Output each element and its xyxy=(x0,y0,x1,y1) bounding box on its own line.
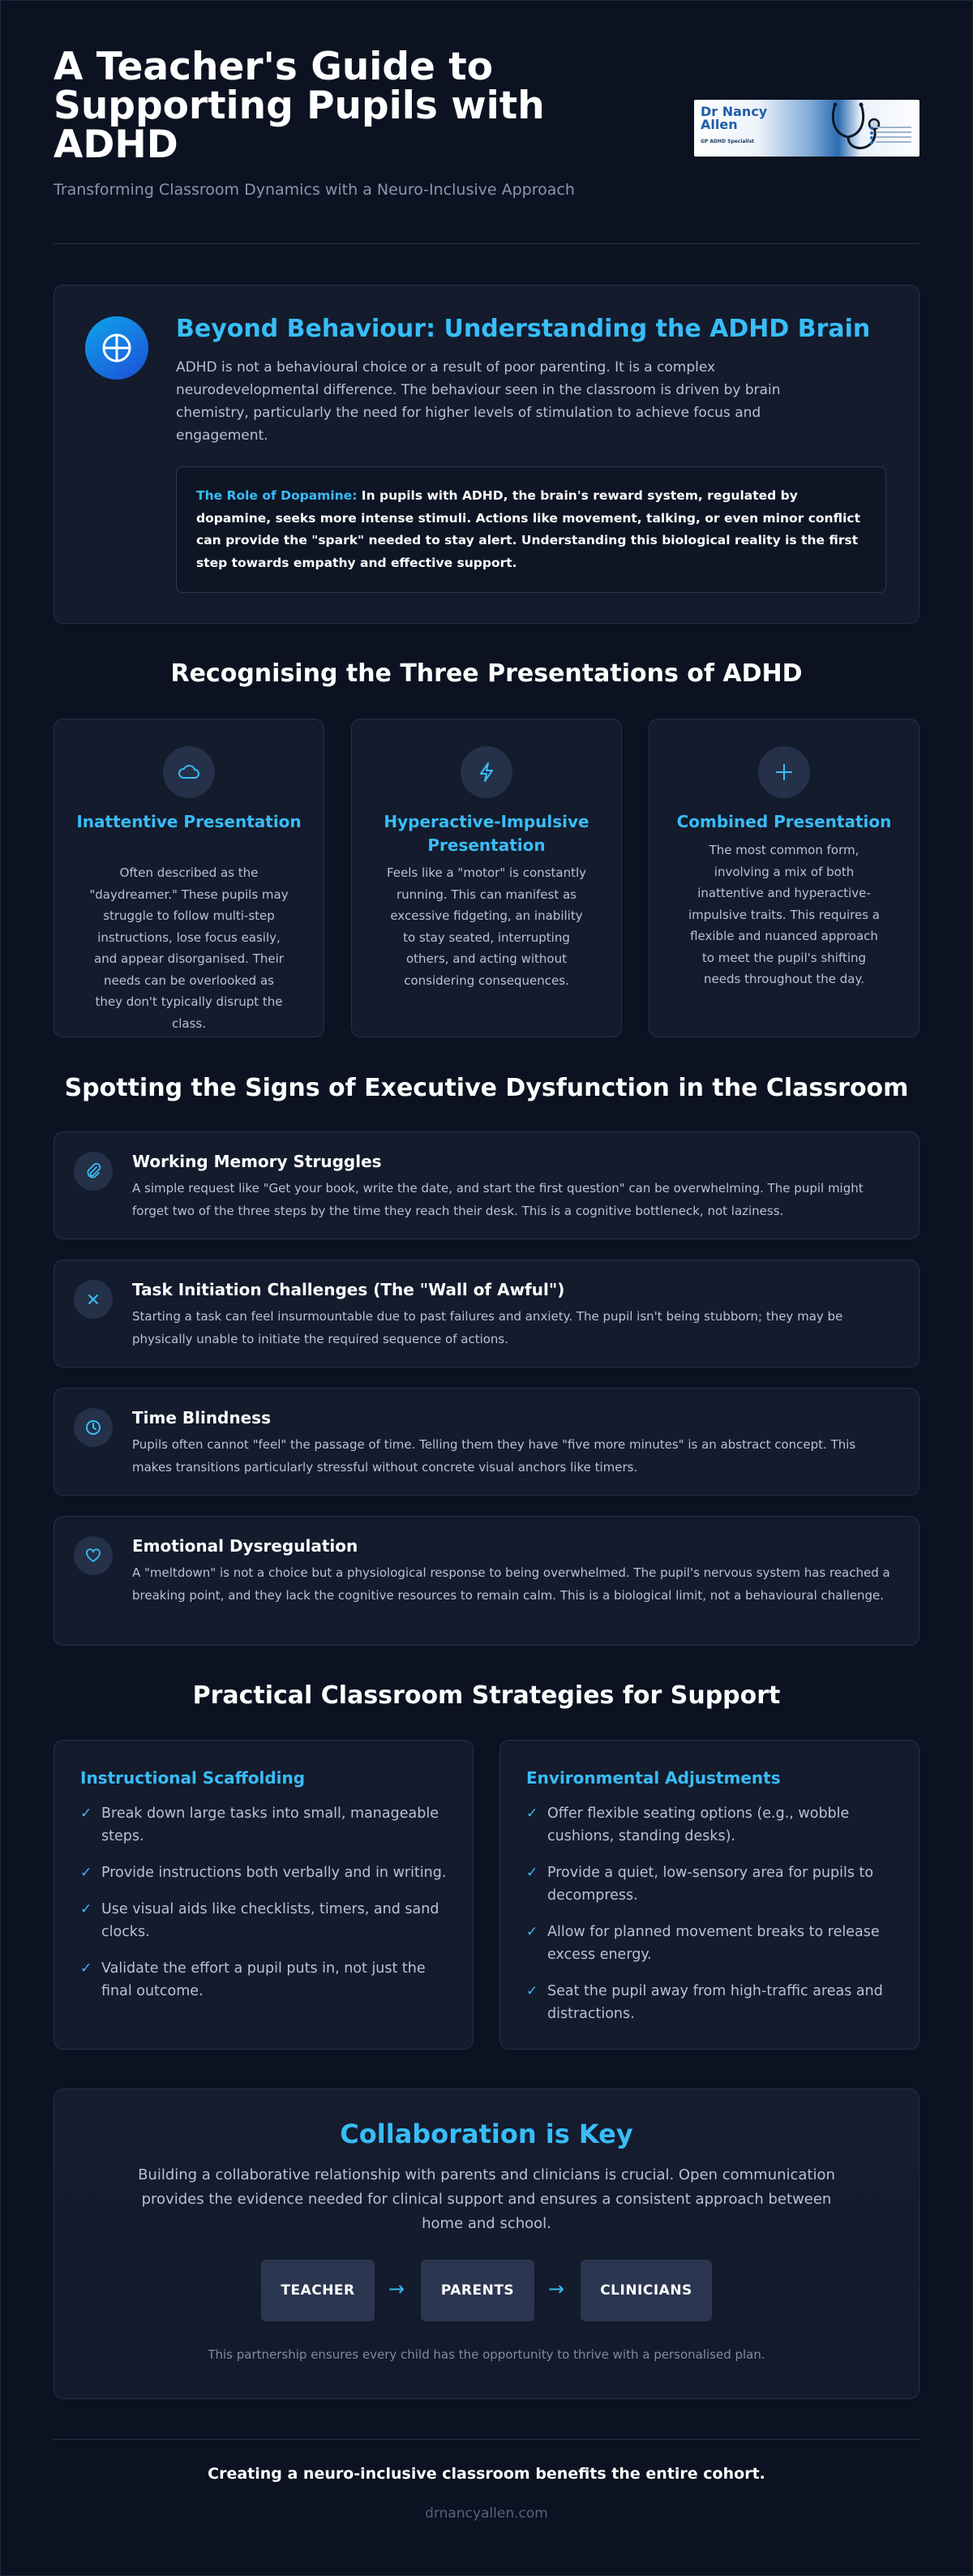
heart-icon xyxy=(74,1536,113,1575)
presentation-title: Hyperactive-Impulsive Presentation xyxy=(384,812,589,855)
sign-title: Time Blindness xyxy=(132,1408,271,1428)
sign-title: Task Initiation Challenges (The "Wall of Awful") xyxy=(132,1280,565,1299)
strategy-item-text: Provide a quiet, low-sensory area for pupils to decompress. xyxy=(547,1865,874,1904)
sign-text: A "meltdown" is not a choice but a physiological response to being overwhelmed. The pupil's nervous system has reached a breaking point, and they lack the cognitive resources to remain calm. This is a biological limit, not a behavioural challenge. xyxy=(132,1565,890,1603)
strategy-item xyxy=(80,1861,453,1884)
brain-crosshair-icon xyxy=(85,316,148,380)
presentation-card-combined xyxy=(649,719,919,1037)
presentation-card-inattentive xyxy=(54,719,324,1037)
strategy-item-text: Validate the effort a pupil puts in, not just the final outcome. xyxy=(101,1960,426,1999)
sign-title: Working Memory Struggles xyxy=(132,1152,382,1171)
arrow-right-icon: → xyxy=(388,2278,405,2300)
strategy-item xyxy=(526,1921,899,1966)
presentations-heading: Recognising the Three Presentations of ADHD xyxy=(170,659,803,688)
header xyxy=(54,45,919,202)
check-icon: ✓ xyxy=(80,1901,92,1917)
page-title: A Teacher's Guide to Supporting Pupils with ADHD xyxy=(54,45,545,167)
sign-text: Starting a task can feel insurmountable due to past failures and anxiety. The pupil isn't being stubborn; they may be physically unable to initiate the required sequence of actions. xyxy=(132,1309,843,1346)
sign-card-time-blindness xyxy=(54,1388,919,1496)
strategy-item-text: Break down large tasks into small, manageable steps. xyxy=(101,1805,439,1844)
paperclip-icon xyxy=(74,1152,113,1191)
check-icon: ✓ xyxy=(526,1805,538,1822)
strategy-item xyxy=(80,1802,453,1848)
strategy-item xyxy=(80,1957,453,2003)
intro-card xyxy=(54,285,919,624)
dopamine-label: The Role of Dopamine: xyxy=(196,488,358,503)
strategy-item-text: Use visual aids like checklists, timers, and sand clocks. xyxy=(101,1901,439,1940)
strategy-item-text: Allow for planned movement breaks to release excess energy. xyxy=(547,1924,880,1963)
strategy-item xyxy=(526,1980,899,2025)
footer-link[interactable]: drnancyallen.com xyxy=(425,2505,548,2522)
logo-name: Dr Nancy Allen xyxy=(701,104,768,132)
check-icon: ✓ xyxy=(526,1865,538,1881)
page-subtitle: Transforming Classroom Dynamics with a Neuro-Inclusive Approach xyxy=(54,181,575,199)
sign-card-working-memory xyxy=(54,1131,919,1239)
dopamine-text: In pupils with ADHD, the brain's reward system, regulated by dopamine, seeks more intense stimuli. Actions like movement, talking, or even minor conflict can provide the "spark" needed to stay alert. Understanding this biological reality is the first step towards empathy and effective support. xyxy=(196,488,860,570)
presentation-title: Combined Presentation xyxy=(676,812,892,831)
collaboration-text: Building a collaborative relationship with parents and clinicians is crucial. Open communication provides the evidence needed for clinical support and ensures a consistent approach between home and school. xyxy=(138,2166,835,2232)
strategy-item-text: Provide instructions both verbally and in writing. xyxy=(101,1865,447,1881)
cloud-icon xyxy=(163,746,215,798)
strategy-item-text: Offer flexible seating options (e.g., wobble cushions, standing desks). xyxy=(547,1805,850,1844)
intro-title: Beyond Behaviour: Understanding the ADHD Brain xyxy=(176,315,871,343)
sign-title: Emotional Dysregulation xyxy=(132,1536,358,1556)
header-divider xyxy=(54,243,919,244)
check-icon: ✓ xyxy=(80,1960,92,1977)
footer-divider xyxy=(54,2439,919,2440)
collaboration-card xyxy=(54,2089,919,2399)
sign-card-task-initiation xyxy=(54,1260,919,1367)
sign-card-emotional-dysregulation xyxy=(54,1516,919,1646)
lightning-icon xyxy=(461,746,512,798)
strategy-item xyxy=(80,1898,453,1943)
clock-icon xyxy=(74,1408,113,1447)
presentation-text: The most common form, involving a mix of both inattentive and hyperactive-impulsive traits. This requires a flexible and nuanced approach to meet the pupil's shifting needs throughout the day. xyxy=(688,843,880,986)
presentation-card-hyperactive xyxy=(351,719,622,1037)
plus-icon xyxy=(758,746,810,798)
footer-title: Creating a neuro-inclusive classroom benefits the entire cohort. xyxy=(208,2465,765,2483)
strategy-item xyxy=(526,1802,899,1848)
flow-step-parents: PARENTS xyxy=(421,2260,534,2321)
x-icon xyxy=(74,1280,113,1319)
logo[interactable] xyxy=(694,100,919,157)
strategy-list xyxy=(80,1802,453,2016)
collaboration-title: Collaboration is Key xyxy=(340,2119,633,2149)
arrow-right-icon: → xyxy=(548,2278,565,2300)
logo-tagline: GP ADHD Specialist xyxy=(701,139,755,144)
dopamine-callout xyxy=(176,466,886,593)
sign-text: A simple request like "Get your book, write the date, and start the first question" can be overwhelming. The pupil might forget two of the three steps by the time they reach their desk. This is a cognitive bottleneck, not laziness. xyxy=(132,1181,864,1218)
strategy-item-text: Seat the pupil away from high-traffic areas and distractions. xyxy=(547,1983,883,2022)
collaboration-note: This partnership ensures every child has the opportunity to thrive with a personalised plan. xyxy=(208,2347,765,2362)
strategy-list xyxy=(526,1802,899,2039)
intro-text: ADHD is not a behavioural choice or a result of poor parenting. It is a complex neurodevelopmental difference. The behaviour seen in the classroom is driven by brain chemistry, particularly the need for higher levels of stimulation to achieve focus and engagement. xyxy=(176,359,781,444)
strategies-heading: Practical Classroom Strategies for Support xyxy=(192,1681,781,1710)
strategy-card-instructional xyxy=(54,1740,474,2050)
strategy-card-environmental xyxy=(499,1740,919,2050)
strategy-title: Environmental Adjustments xyxy=(526,1768,781,1788)
check-icon: ✓ xyxy=(80,1865,92,1881)
check-icon: ✓ xyxy=(80,1805,92,1822)
flow-step-teacher: TEACHER xyxy=(261,2260,375,2321)
check-icon: ✓ xyxy=(526,1924,538,1940)
presentation-text: Often described as the "daydreamer." These pupils may struggle to follow multi-step instructions, lose focus easily, and appear disorganised. Their needs can be overlooked as they don't typically disrupt the class. xyxy=(89,865,289,1031)
presentation-text: Feels like a "motor" is constantly running. This can manifest as excessive fidgeting, an inability to stay seated, interrupting others, and acting without considering consequences. xyxy=(386,865,587,988)
signs-heading: Spotting the Signs of Executive Dysfunction in the Classroom xyxy=(64,1074,909,1102)
strategy-title: Instructional Scaffolding xyxy=(80,1768,306,1788)
strategy-item xyxy=(526,1861,899,1907)
sign-text: Pupils often cannot "feel" the passage of time. Telling them they have "five more minutes" is an abstract concept. This makes transitions particularly stressful without concrete visual anchors like timers. xyxy=(132,1437,856,1475)
logo-lines xyxy=(876,127,911,147)
presentation-title: Inattentive Presentation xyxy=(76,812,302,831)
collaboration-flow xyxy=(54,2260,919,2321)
check-icon: ✓ xyxy=(526,1983,538,1999)
flow-step-clinicians: CLINICIANS xyxy=(581,2260,712,2321)
